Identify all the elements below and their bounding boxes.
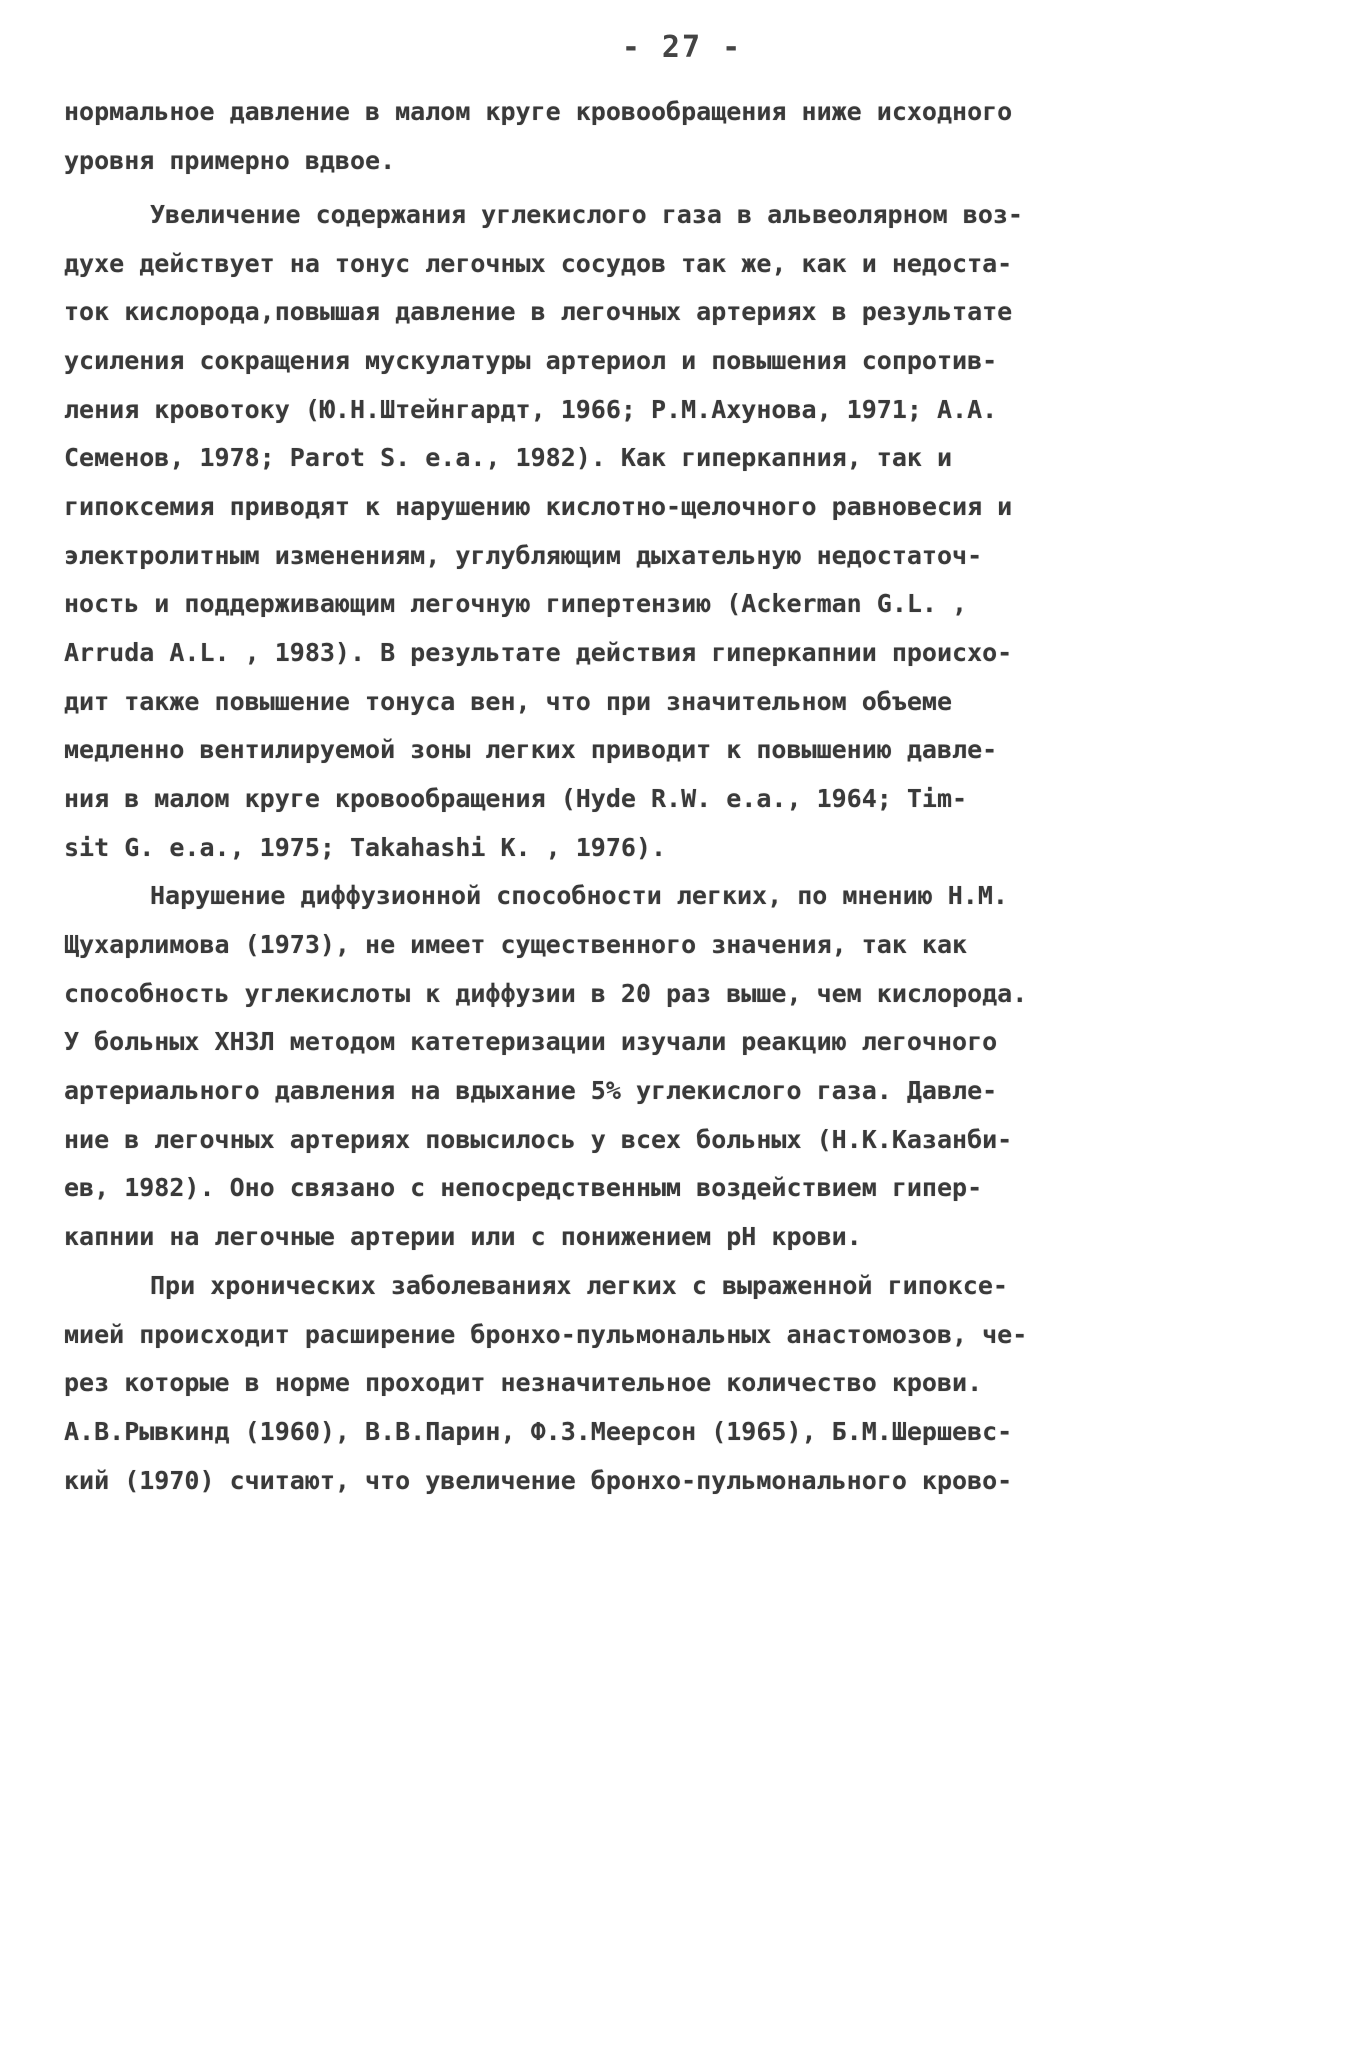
text-line: А.В.Рывкинд (1960), В.В.Парин, Ф.З.Меерсон (1965), Б.М.Шершевс-	[64, 1417, 1013, 1446]
text-line: капнии на легочные артерии или с понижением pH крови.	[64, 1222, 862, 1251]
text-line: дит также повышение тонуса вен, что при значительном объеме	[64, 687, 953, 716]
text-line: Увеличение содержания углекислого газа в альвеолярном воз-	[150, 200, 1023, 229]
text-line: sit G. e.a., 1975; Takahashi K. , 1976).	[64, 833, 667, 862]
text-line: Нарушение диффузионной способности легких, по мнению Н.М.	[150, 881, 1008, 910]
text-line: Arruda A.L. , 1983). В результате действия гиперкапнии происхо-	[64, 638, 1013, 667]
text-line: духе действует на тонус легочных сосудов так же, как и недоста-	[64, 249, 1013, 278]
text-line: ток кислорода,повышая давление в легочных артериях в результате	[64, 297, 1013, 326]
text-line: ние в легочных артериях повысилось у всех больных (Н.К.Казанби-	[64, 1125, 1013, 1154]
text-line: мией происходит расширение бронхо-пульмональных анастомозов, че-	[64, 1320, 1028, 1349]
text-line: нормальное давление в малом круге кровообращения ниже исходного	[64, 97, 1013, 126]
text-line: кий (1970) считают, что увеличение бронхо-пульмонального крово-	[64, 1466, 1013, 1495]
text-line: ления кровотоку (Ю.Н.Штейнгардт, 1966; Р.М.Ахунова, 1971; А.А.	[64, 395, 998, 424]
text-line: При хронических заболеваниях легких с выраженной гипоксе-	[150, 1271, 1008, 1300]
text-line: усиления сокращения мускулатуры артериол и повышения сопротив-	[64, 346, 998, 375]
text-line: Семенов, 1978; Parot S. e.a., 1982). Как гиперкапния, так и	[64, 443, 953, 472]
text-line: Щухарлимова (1973), не имеет существенного значения, так как	[64, 930, 968, 959]
text-line: электролитным изменениям, углубляющим дыхательную недостаточ-	[64, 541, 983, 570]
text-line: ния в малом круге кровообращения (Hyde R.W. e.a., 1964; Tim-	[64, 784, 968, 813]
text-line: У больных ХНЗЛ методом катетеризации изучали реакцию легочного	[64, 1027, 998, 1056]
text-line: ность и поддерживающим легочную гипертензию (Ackerman G.L. ,	[64, 589, 968, 618]
text-line: артериального давления на вдыхание 5% углекислого газа. Давле-	[64, 1076, 998, 1105]
text-line: уровня примерно вдвое.	[64, 146, 396, 175]
text-line: медленно вентилируемой зоны легких приводит к повышению давле-	[64, 735, 998, 764]
text-line: гипоксемия приводят к нарушению кислотно-щелочного равновесия и	[64, 492, 1013, 521]
text-line: рез которые в норме проходит незначительное количество крови.	[64, 1368, 983, 1397]
text-line: ев, 1982). Оно связано с непосредственным воздействием гипер-	[64, 1173, 983, 1202]
page-number: - 27 -	[621, 30, 743, 65]
text-line: способность углекислоты к диффузии в 20 раз выше, чем кислорода.	[64, 979, 1028, 1008]
